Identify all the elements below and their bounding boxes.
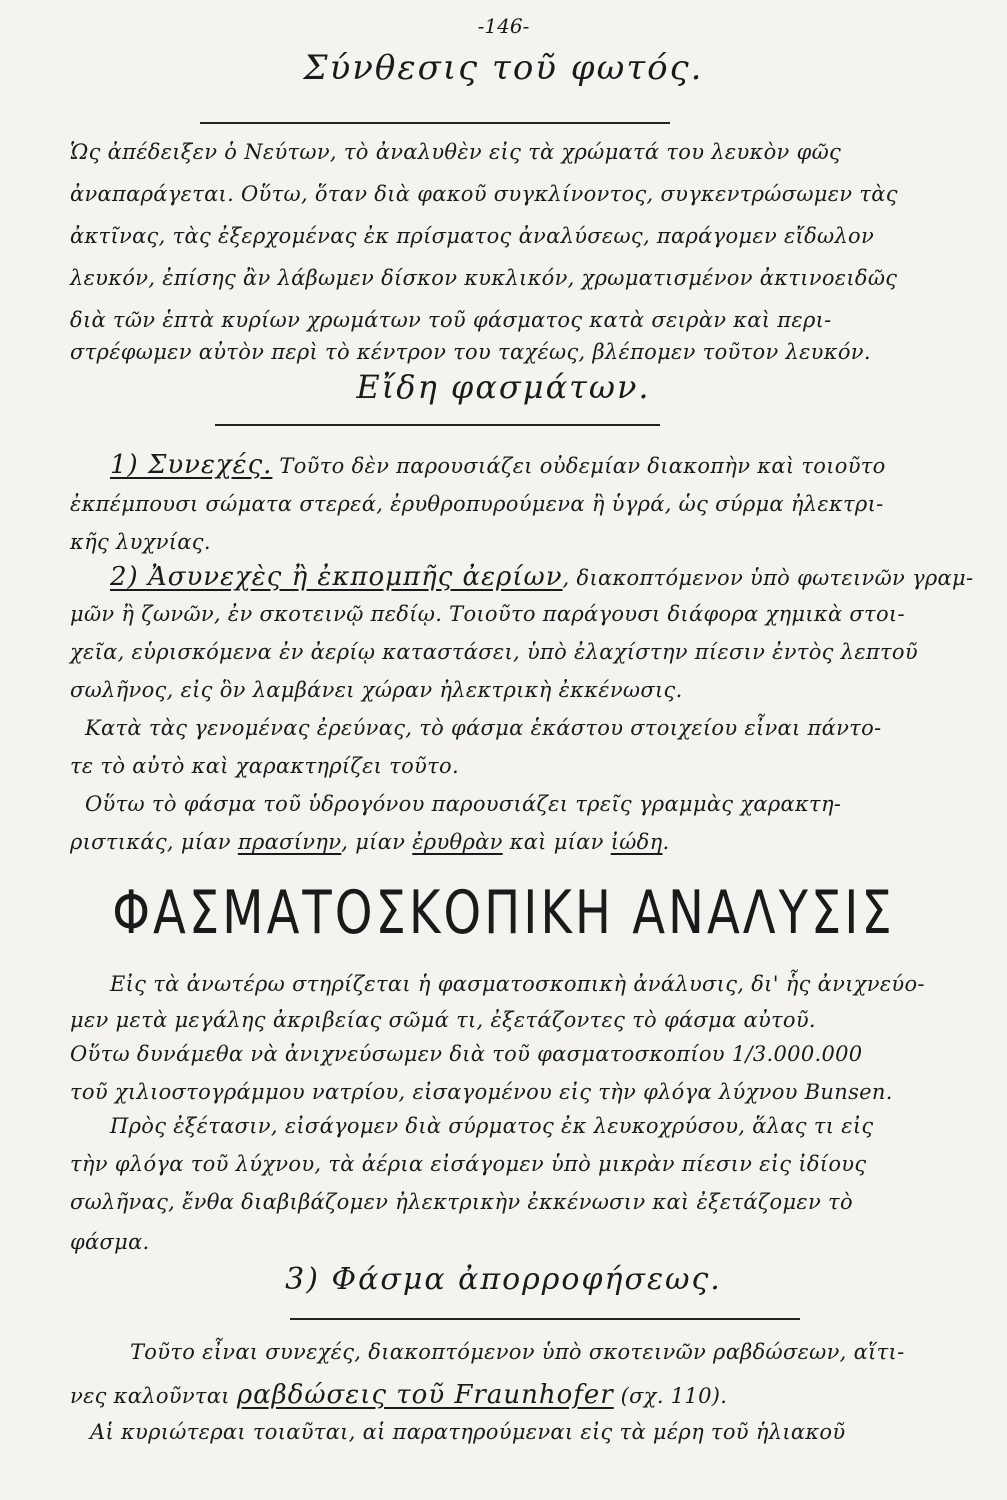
para1-line: ἀναπαράγεται. Οὕτω, ὅταν διὰ φακοῦ συγκλίνοντος, συγκεντρώσωμεν τὰς: [70, 182, 898, 206]
item2-line: Κατὰ τὰς γενομένας ἐρεύνας, τὸ φάσμα ἑκάστου στοιχείου εἶναι πάντο-: [85, 716, 882, 740]
para3-line: μεν μετὰ μεγάλης ἀκριβείας σῶμά τι, ἐξετάζοντες τὸ φάσμα αὐτοῦ.: [70, 1008, 816, 1032]
heading-spectroscopic-analysis: ΦΑΣΜΑΤΟΣΚΟΠΙΚΗ ΑΝΑΛΥΣΙΣ: [112, 878, 895, 948]
item1-label: 1) Συνεχές.: [110, 450, 273, 480]
item2-line: χεῖα, εὑρισκόμενα ἐν ἀερίῳ καταστάσει, ὑπὸ ἐλαχίστην πίεσιν ἐντὸς λεπτοῦ: [70, 640, 918, 664]
item1-text: Τοῦτο δὲν παρουσιάζει οὐδεμίαν διακοπὴν καὶ τοιοῦτο: [279, 454, 886, 478]
title-types-of-spectra: Εἴδη φασμάτων.: [356, 368, 651, 406]
para4-line: [70, 1380, 970, 1410]
fraunhofer-lines-label: ραβδώσεις τοῦ Fraunhofer: [236, 1380, 614, 1410]
red-line-label: ἐρυθρὰν: [412, 830, 503, 854]
item2-text: , διακοπτόμενον ὑπὸ φωτεινῶν γραμ-: [562, 566, 974, 590]
para1-line: ἀκτῖνας, τὰς ἐξερχομένας ἐκ πρίσματος ἀναλύσεως, παράγομεν εἴδωλον: [70, 224, 875, 248]
item2-line: σωλῆνος, εἰς ὃν λαμβάνει χώραν ἠλεκτρικὴ ἐκκένωσις.: [70, 678, 683, 702]
item2-line: [110, 562, 1007, 592]
item2-line: [70, 830, 970, 854]
title-synthesis-of-light: Σύνθεσις τοῦ φωτός.: [303, 48, 704, 88]
item1-line: [110, 450, 1007, 480]
item2-text: ριστικάς, μίαν: [70, 830, 238, 854]
page-number: -146-: [477, 14, 530, 38]
item1-line: ἐκπέμπουσι σώματα στερεά, ἐρυθροπυρούμενα ἢ ὑγρά, ὡς σύρμα ἠλεκτρι-: [70, 492, 884, 516]
para1-line: Ὡς ἀπέδειξεν ὁ Νεύτων, τὸ ἀναλυθὲν εἰς τὰ χρώματά του λευκὸν φῶς: [70, 140, 842, 164]
item2-label: 2) Ἀσυνεχὲς ἢ ἐκπομπῆς ἀερίων: [110, 562, 563, 592]
para3-line: Οὕτω δυνάμεθα νὰ ἀνιχνεύσωμεν διὰ τοῦ φασματοσκοπίου 1/3.000.000: [70, 1042, 863, 1066]
green-line-label: πρασίνην: [237, 830, 342, 854]
para4-line: Τοῦτο εἶναι συνεχές, διακοπτόμενον ὑπὸ σκοτεινῶν ραβδώσεων, αἵτι-: [130, 1340, 905, 1364]
item2-text: καὶ μίαν: [502, 830, 611, 854]
title-underline: [215, 424, 660, 426]
para3-line: φάσμα.: [70, 1230, 150, 1254]
para3-line: Πρὸς ἐξέτασιν, εἰσάγομεν διὰ σύρματος ἐκ λευκοχρύσου, ἅλας τι εἰς: [110, 1114, 874, 1138]
para3-line: τοῦ χιλιοστογράμμου νατρίου, εἰσαγομένου εἰς τὴν φλόγα λύχνου Bunsen.: [70, 1080, 893, 1104]
para1-line: λευκόν, ἐπίσης ἂν λάβωμεν δίσκον κυκλικόν, χρωματισμένον ἀκτινοειδῶς: [70, 266, 898, 290]
para3-line: Εἰς τὰ ἀνωτέρω στηρίζεται ἡ φασματοσκοπικὴ ἀνάλυσις, δι' ἧς ἀνιχνεύο-: [110, 972, 925, 996]
item2-line: Οὕτω τὸ φάσμα τοῦ ὑδρογόνου παρουσιάζει τρεῖς γραμμὰς χαρακτη-: [85, 792, 842, 816]
item1-line: κῆς λυχνίας.: [70, 530, 211, 554]
title-underline: [290, 1318, 800, 1320]
item2-line: τε τὸ αὐτὸ καὶ χαρακτηρίζει τοῦτο.: [70, 754, 459, 778]
title-absorption-spectrum: 3) Φάσμα ἀπορροφήσεως.: [285, 1262, 722, 1297]
para4-text: νες καλοῦνται: [70, 1384, 237, 1408]
item2-text: .: [662, 830, 670, 854]
para4-line: Αἱ κυριώτεραι τοιαῦται, αἱ παρατηρούμεναι εἰς τὰ μέρη τοῦ ἡλιακοῦ: [90, 1420, 846, 1444]
para1-line: στρέφωμεν αὐτὸν περὶ τὸ κέντρον του ταχέως, βλέπομεν τοῦτον λευκόν.: [70, 340, 871, 364]
title-underline: [200, 122, 670, 124]
violet-line-label: ἰώδη: [610, 830, 663, 854]
para3-line: σωλῆνας, ἔνθα διαβιβάζομεν ἠλεκτρικὴν ἐκκένωσιν καὶ ἐξετάζομεν τὸ: [70, 1190, 853, 1214]
item2-text: , μίαν: [341, 830, 413, 854]
item2-line: μῶν ἢ ζωνῶν, ἐν σκοτεινῷ πεδίῳ. Τοιοῦτο παράγουσι διάφορα χημικὰ στοι-: [70, 602, 905, 626]
para3-line: τὴν φλόγα τοῦ λύχνου, τὰ ἀέρια εἰσάγομεν ὑπὸ μικρὰν πίεσιν εἰς ἰδίους: [70, 1152, 867, 1176]
para1-line: διὰ τῶν ἑπτὰ κυρίων χρωμάτων τοῦ φάσματος κατὰ σειρὰν καὶ περι-: [70, 308, 832, 332]
para4-text: (σχ. 110).: [613, 1384, 728, 1408]
